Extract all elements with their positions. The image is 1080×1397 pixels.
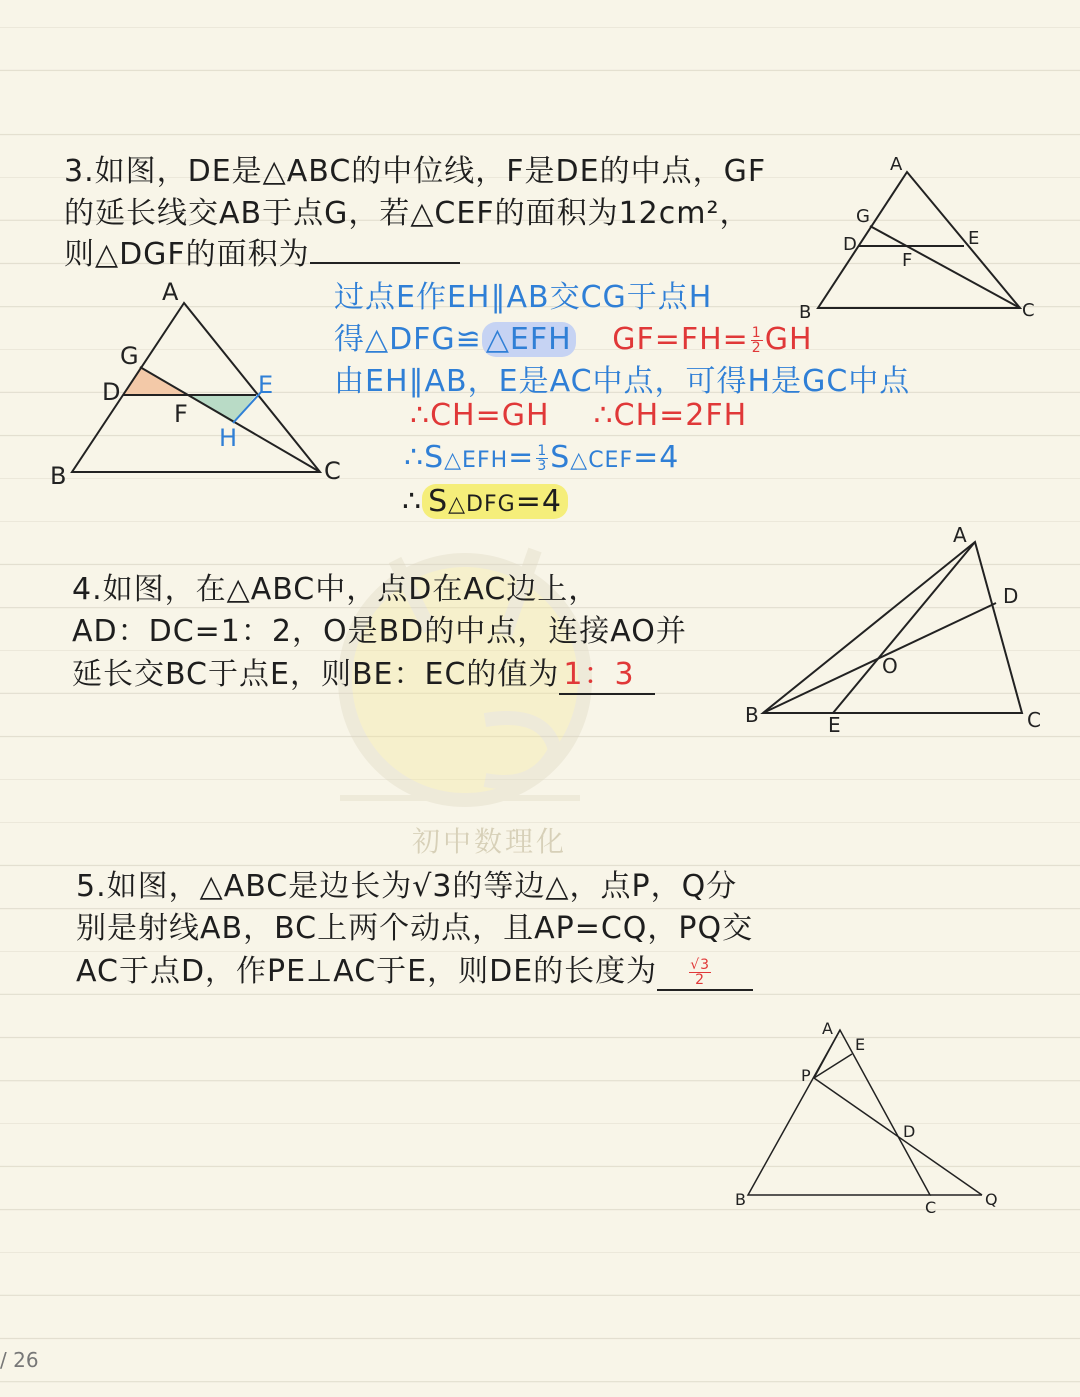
q3-sol4-ch-2fh: ∴CH=2FH (593, 398, 748, 433)
q3-solution-1: 过点E作EH∥AB交CG于点H (334, 280, 713, 315)
q3-sol2-triangle-efh: △EFH (482, 322, 576, 357)
q3-sol6-s: S (428, 484, 449, 519)
q3-sol2-frac-num: 1 (751, 325, 762, 341)
q3s-label-d: D (843, 234, 857, 255)
q3s-label-e: E (968, 228, 980, 249)
q5-line-1: 5.如图，△ABC是边长为√3的等边△，点P，Q分 (76, 869, 738, 904)
q3-sol5-sub1: △EFH (444, 448, 509, 473)
q5-line-3-text: AC于点D，作PE⊥AC于E，则DE的长度为 (76, 954, 658, 989)
q3-sol5-frac-den: 3 (537, 458, 548, 474)
q3-sol5-s: S (550, 440, 571, 475)
q5-label-a: A (822, 1019, 833, 1038)
q3l-label-d: D (102, 378, 121, 406)
q3l-label-b: B (50, 462, 67, 490)
q5-label-b: B (735, 1190, 746, 1209)
q3l-label-e: E (258, 371, 274, 399)
q4-label-o: O (882, 654, 898, 678)
q5-label-c: C (925, 1198, 937, 1217)
page-counter: / 26 (0, 1348, 39, 1372)
q3-sol5-eq: = (508, 440, 535, 475)
q3l-label-g: G (120, 342, 139, 370)
q4-label-b: B (745, 703, 759, 727)
q3-sol6-end: =4 (515, 484, 562, 519)
q3-line-2: 的延长线交AB于点G，若△CEF的面积为12cm²， (64, 196, 751, 231)
q5-answer-num: √3 (690, 957, 711, 973)
q3-sol2-relation-tail: GH (764, 322, 813, 357)
q3-line-3-text: 则△DGF的面积为 (64, 237, 310, 272)
q3s-label-g: G (856, 206, 870, 227)
q3-sol2-congruence: 得△DFG≌ (334, 322, 482, 357)
q4-line-1: 4.如图，在△ABC中，点D在AC边上， (72, 572, 600, 607)
q3s-label-a: A (890, 154, 903, 175)
q4-label-e: E (828, 713, 841, 737)
q4-line-3-text: 延长交BC于点E，则BE：EC的值为 (72, 657, 560, 692)
q5-label-q: Q (985, 1190, 998, 1209)
watermark-text: 初中数理化 (412, 825, 568, 858)
q3s-label-c: C (1022, 300, 1035, 321)
q4-line-2: AD：DC=1：2，O是BD的中点，连接AO并 (72, 614, 687, 649)
q3s-label-b: B (799, 302, 812, 323)
q3l-label-f: F (174, 400, 188, 428)
q3-sol4-ch-gh: ∴CH=GH (410, 398, 550, 433)
q4-label-a: A (953, 523, 967, 547)
q4-answer: 1：3 (559, 649, 654, 695)
q5-answer-den: 2 (695, 972, 706, 988)
q3l-label-c: C (324, 457, 341, 485)
q3-sol2-frac-den: 2 (751, 340, 762, 356)
q3-sol6-pre: ∴ (402, 484, 423, 519)
q3-line-1: 3.如图，DE是△ABC的中位线，F是DE的中点，GF (64, 154, 767, 189)
q5-label-p: P (801, 1066, 811, 1085)
q3s-label-f: F (902, 250, 913, 271)
q3l-label-h: H (219, 424, 238, 452)
q3-sol5-pre: ∴S (404, 440, 445, 475)
q3-sol2-relation-text: GF=FH= (612, 322, 749, 357)
q3-sol6-sub: △DFG (448, 492, 516, 517)
q3-sol5-end: =4 (633, 440, 680, 475)
q4-label-c: C (1027, 708, 1041, 732)
q5-label-d: D (903, 1122, 916, 1141)
q3l-label-a: A (162, 278, 179, 306)
q4-label-d: D (1003, 584, 1019, 608)
q3-sol5-frac-num: 1 (537, 443, 548, 459)
q3-solution-3: 由EH∥AB，E是AC中点，可得H是GC中点 (334, 364, 911, 399)
q5-label-e: E (855, 1035, 866, 1054)
q3-sol5-sub2: △CEF (570, 448, 634, 473)
q5-line-2: 别是射线AB，BC上两个动点，且AP=CQ，PQ交 (76, 911, 754, 946)
